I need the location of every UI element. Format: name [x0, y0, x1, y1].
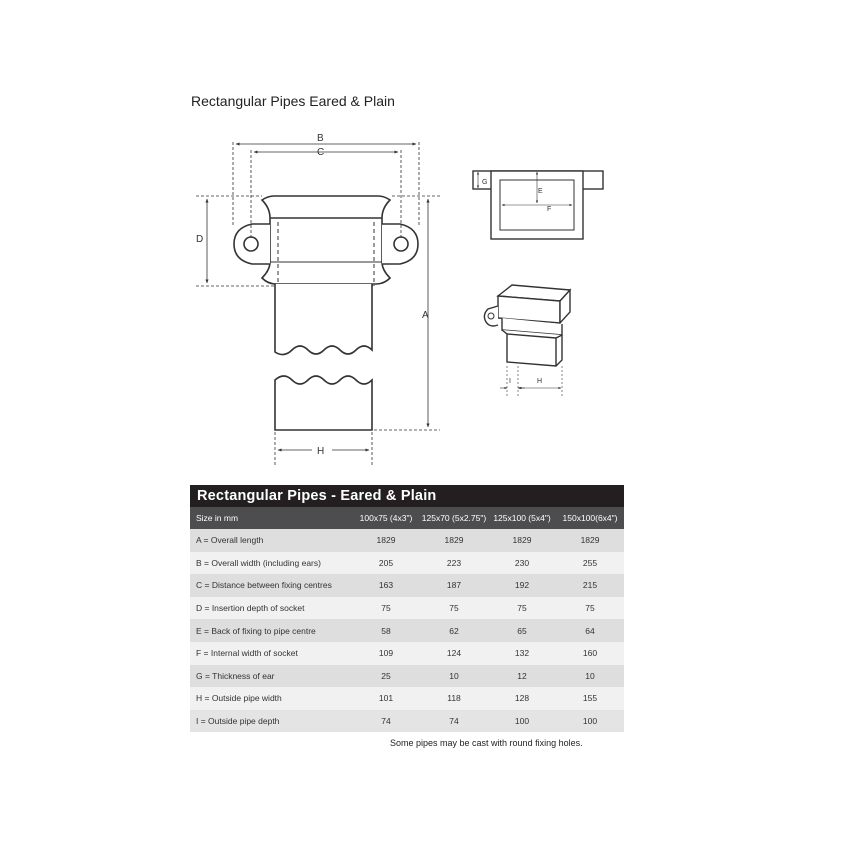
row-label: D = Insertion depth of socket: [190, 597, 352, 620]
table-cell: 25: [352, 665, 420, 688]
table-cell: 58: [352, 619, 420, 642]
table-cell: 160: [556, 642, 624, 665]
front-elevation: [234, 196, 418, 430]
table-cell: 1829: [420, 529, 488, 552]
table-cell: 1829: [488, 529, 556, 552]
column-header: 150x100(6x4"): [556, 507, 624, 529]
table-title: Rectangular Pipes - Eared & Plain: [190, 485, 624, 507]
table-row: [190, 597, 624, 620]
isometric-view: [484, 285, 570, 366]
table-row: [190, 710, 624, 733]
table-cell: 1829: [556, 529, 624, 552]
table-cell: 75: [488, 597, 556, 620]
table-cell: 64: [556, 619, 624, 642]
table-cell: 118: [420, 687, 488, 710]
table-cell: 205: [352, 552, 420, 575]
table-cell: 74: [420, 710, 488, 733]
label-h: H: [317, 446, 325, 457]
table-row: [190, 687, 624, 710]
page-title: Rectangular Pipes Eared & Plain: [191, 93, 395, 109]
table-row: [190, 529, 624, 552]
label-b: B: [317, 133, 324, 144]
table-cell: 10: [420, 665, 488, 688]
column-header: 100x75 (4x3"): [352, 507, 420, 529]
column-header: 125x70 (5x2.75"): [420, 507, 488, 529]
spec-table: [190, 485, 624, 732]
table-title-row: [190, 485, 624, 507]
table-cell: 75: [556, 597, 624, 620]
table-header-row: [190, 507, 624, 529]
table-cell: 100: [488, 710, 556, 733]
table-row: [190, 642, 624, 665]
table-cell: 215: [556, 574, 624, 597]
table-cell: 75: [420, 597, 488, 620]
table-cell: 74: [352, 710, 420, 733]
table-cell: 101: [352, 687, 420, 710]
label-h-iso: H: [537, 378, 543, 385]
table-cell: 65: [488, 619, 556, 642]
row-label: I = Outside pipe depth: [190, 710, 352, 733]
table-cell: 124: [420, 642, 488, 665]
row-label: E = Back of fixing to pipe centre: [190, 619, 352, 642]
column-header: Size in mm: [190, 507, 352, 529]
row-label: H = Outside pipe width: [190, 687, 352, 710]
table-cell: 109: [352, 642, 420, 665]
table-row: [190, 619, 624, 642]
table-cell: 132: [488, 642, 556, 665]
table-row: [190, 665, 624, 688]
row-label: C = Distance between fixing centres: [190, 574, 352, 597]
table-cell: 192: [488, 574, 556, 597]
label-e: E: [538, 188, 543, 195]
table-cell: 10: [556, 665, 624, 688]
table-cell: 187: [420, 574, 488, 597]
label-d: D: [196, 234, 204, 245]
label-c: C: [317, 147, 325, 158]
table-cell: 223: [420, 552, 488, 575]
row-label: G = Thickness of ear: [190, 665, 352, 688]
row-label: A = Overall length: [190, 529, 352, 552]
table-cell: 155: [556, 687, 624, 710]
table-cell: 1829: [352, 529, 420, 552]
label-g: G: [482, 179, 488, 186]
table-row: [190, 552, 624, 575]
label-f: F: [547, 206, 552, 213]
table-cell: 163: [352, 574, 420, 597]
table-cell: 100: [556, 710, 624, 733]
table-row: [190, 574, 624, 597]
table-cell: 12: [488, 665, 556, 688]
table-cell: 75: [352, 597, 420, 620]
table-cell: 255: [556, 552, 624, 575]
table-cell: 62: [420, 619, 488, 642]
row-label: F = Internal width of socket: [190, 642, 352, 665]
footnote: Some pipes may be cast with round fixing holes.: [390, 738, 583, 748]
column-header: 125x100 (5x4"): [488, 507, 556, 529]
label-a: A: [422, 310, 429, 321]
label-i: I: [509, 378, 511, 385]
table-cell: 128: [488, 687, 556, 710]
row-label: B = Overall width (including ears): [190, 552, 352, 575]
table-cell: 230: [488, 552, 556, 575]
